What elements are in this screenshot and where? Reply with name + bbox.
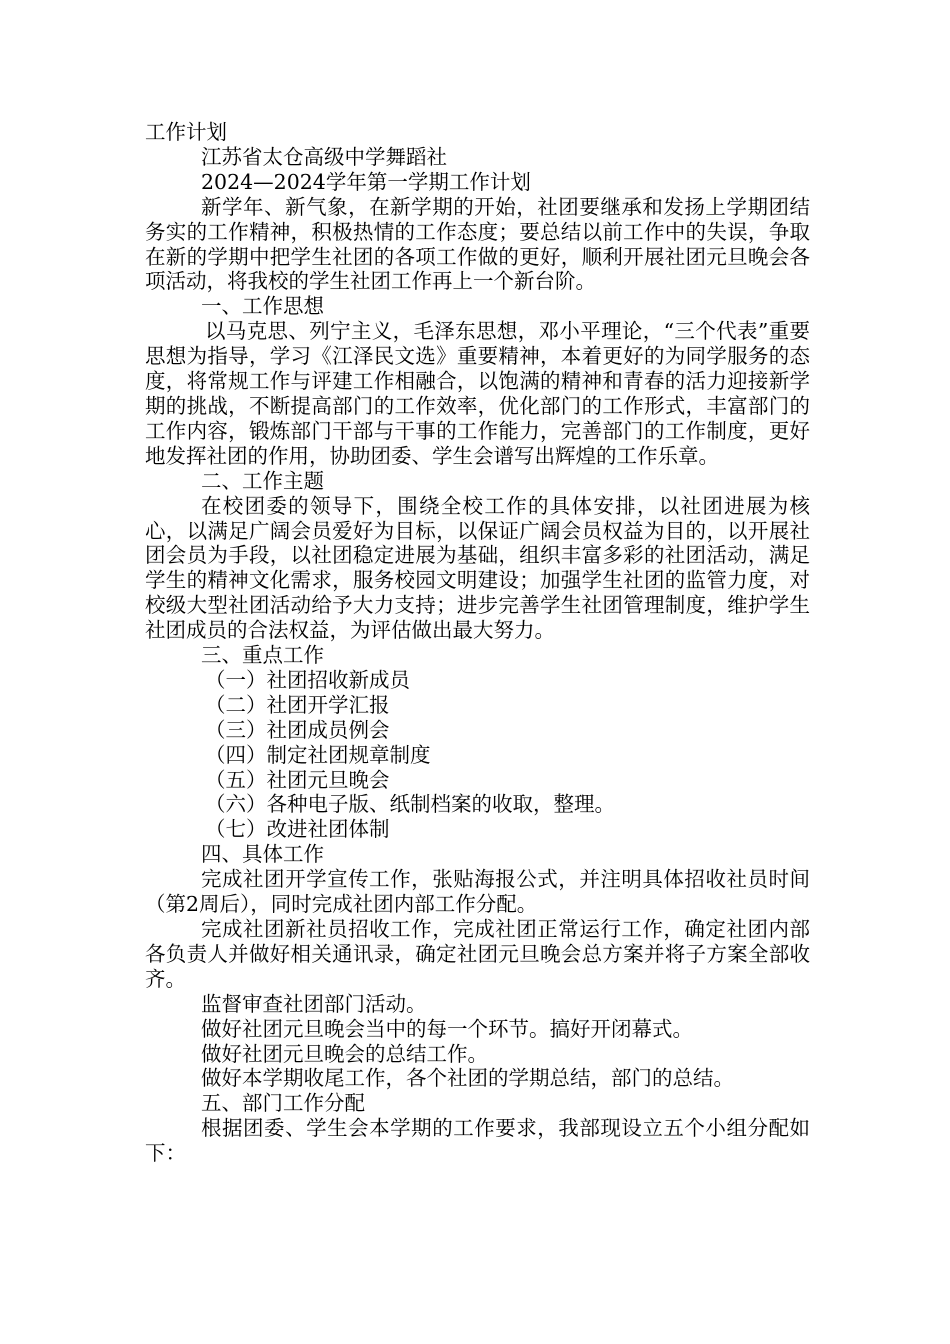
- section-1-body: 以马克思、列宁主义，毛泽东思想，邓小平理论，“三个代表”重要思想为指导，学习《江泽民文选》重要精神，本着更好的为同学服务的态度，将常规工作与评建工作相融合，以饱满的精神和青春的活力迎接新学期的挑战，不断提高部门的工作效率，优化部门的工作形式，丰富部门的工作内容，锻炼部门干部与干事的工作能力，完善部门的工作制度，更好地发挥社团的作用，协助团委、学生会谱写出辉煌的工作乐章。: [145, 319, 810, 468]
- section-5-body: 根据团委、学生会本学期的工作要求，我部现设立五个小组分配如下：: [145, 1116, 810, 1166]
- section-4-paragraph: 做好社团元旦晚会当中的每一个环节。搞好开闭幕式。: [201, 1016, 693, 1041]
- section-4-paragraph: 做好本学期收尾工作，各个社团的学期总结，部门的总结。: [201, 1066, 734, 1091]
- section-4-paragraph: 做好社团元旦晚会的总结工作。: [201, 1041, 488, 1066]
- list-item: （二）社团开学汇报: [205, 692, 390, 717]
- section-5-title: 五、部门工作分配: [201, 1091, 365, 1116]
- section-4-paragraph: 完成社团开学宣传工作，张贴海报公式，并注明具体招收社员时间（第2周后），同时完成社团内部工作分配。: [145, 867, 810, 917]
- document-page: [145, 120, 810, 1166]
- section-1-title: 一、工作思想: [201, 294, 324, 319]
- list-item: （一）社团招收新成员: [205, 667, 410, 692]
- section-4-title: 四、具体工作: [201, 842, 324, 867]
- list-item: （四）制定社团规章制度: [205, 742, 431, 767]
- list-item: （六）各种电子版、纸制档案的收取，整理。: [205, 792, 615, 817]
- section-3-title: 三、重点工作: [201, 643, 324, 668]
- doc-header: 工作计划: [145, 120, 227, 144]
- section-4-paragraph: 完成社团新社员招收工作，完成社团正常运行工作，确定社团内部各负责人并做好相关通讯录，确定社团元旦晚会总方案并将子方案全部收齐。: [145, 917, 810, 991]
- org-name: 江苏省太仓高级中学舞蹈社: [201, 144, 447, 169]
- section-2-title: 二、工作主题: [201, 468, 324, 493]
- list-item: （五）社团元旦晚会: [205, 767, 390, 792]
- list-item: （三）社团成员例会: [205, 717, 390, 742]
- doc-subtitle: 2024—2024学年第一学期工作计划: [201, 169, 531, 194]
- intro-paragraph: 新学年、新气象，在新学期的开始，社团要继承和发扬上学期团结务实的工作精神，积极热情的工作态度；要总结以前工作中的失误，争取在新的学期中把学生社团的各项工作做的更好，顺利开展社团元旦晚会各项活动，将我校的学生社团工作再上一个新台阶。: [145, 194, 810, 294]
- section-2-body: 在校团委的领导下，围绕全校工作的具体安排，以社团进展为核心，以满足广阔会员爱好为目标，以保证广阔会员权益为目的，以开展社团会员为手段，以社团稳定进展为基础，组织丰富多彩的社团活动，满足学生的精神文化需求，服务校园文明建设；加强学生社团的监管力度，对校级大型社团活动给予大力支持；进步完善学生社团管理制度，维护学生社团成员的合法权益，为评估做出最大努力。: [145, 493, 810, 643]
- section-4-paragraph: 监督审查社团部门活动。: [201, 991, 427, 1016]
- list-item: （七）改进社团体制: [205, 817, 390, 842]
